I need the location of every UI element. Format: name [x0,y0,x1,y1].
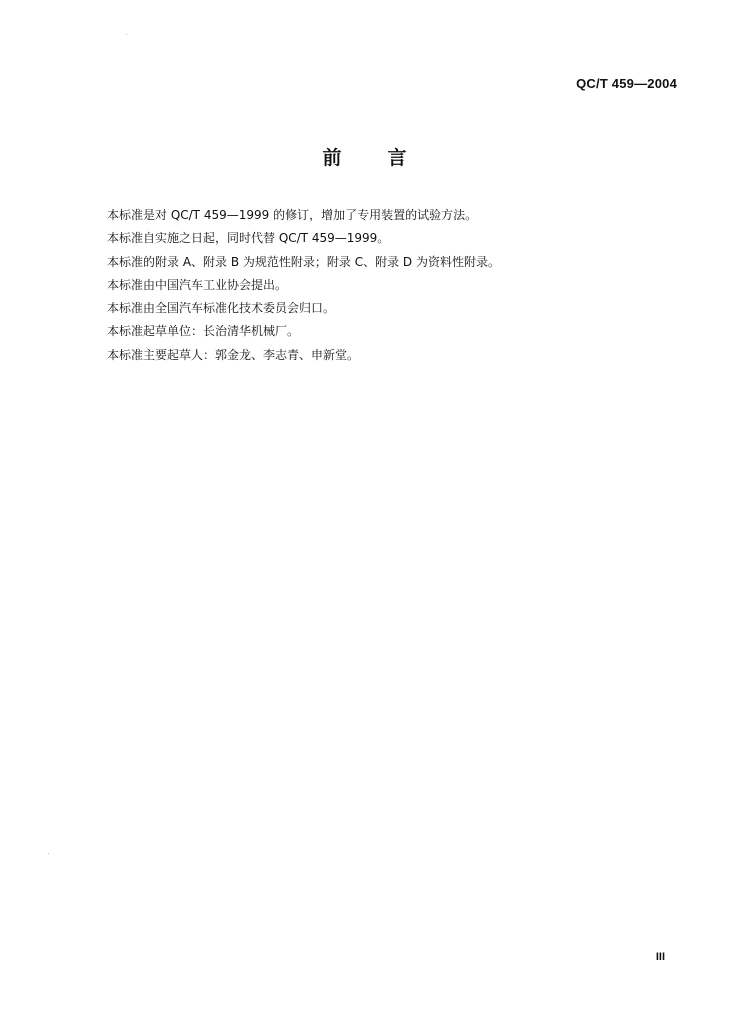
paragraph: 本标准自实施之日起，同时代替 QC/T 459—1999。 [107,231,390,246]
paragraph: 本标准由中国汽车工业协会提出。 [107,277,288,292]
paragraph: 本标准主要起草人：郭金龙、李志青、申新堂。 [107,347,360,362]
paragraph: 本标准起草单位：长治清华机械厂。 [107,324,300,339]
standard-number: QC/T 459—2004 [576,76,677,91]
page-title [0,143,729,170]
foreword-body [107,204,687,367]
paragraph: 本标准的附录 A、附录 B 为规范性附录；附录 C、附录 D 为资料性附录。 [107,254,500,269]
paragraph: 本标准是对 QC/T 459—1999 的修订，增加了专用装置的试验方法。 [107,208,478,222]
title-char-2: 言 [387,147,407,169]
page-number: III [655,951,665,963]
title-char-1: 前 [322,147,342,169]
paragraph: 本标准由全国汽车标准化技术委员会归口。 [107,301,336,316]
scan-speck [126,34,127,35]
scan-speck [48,853,49,854]
